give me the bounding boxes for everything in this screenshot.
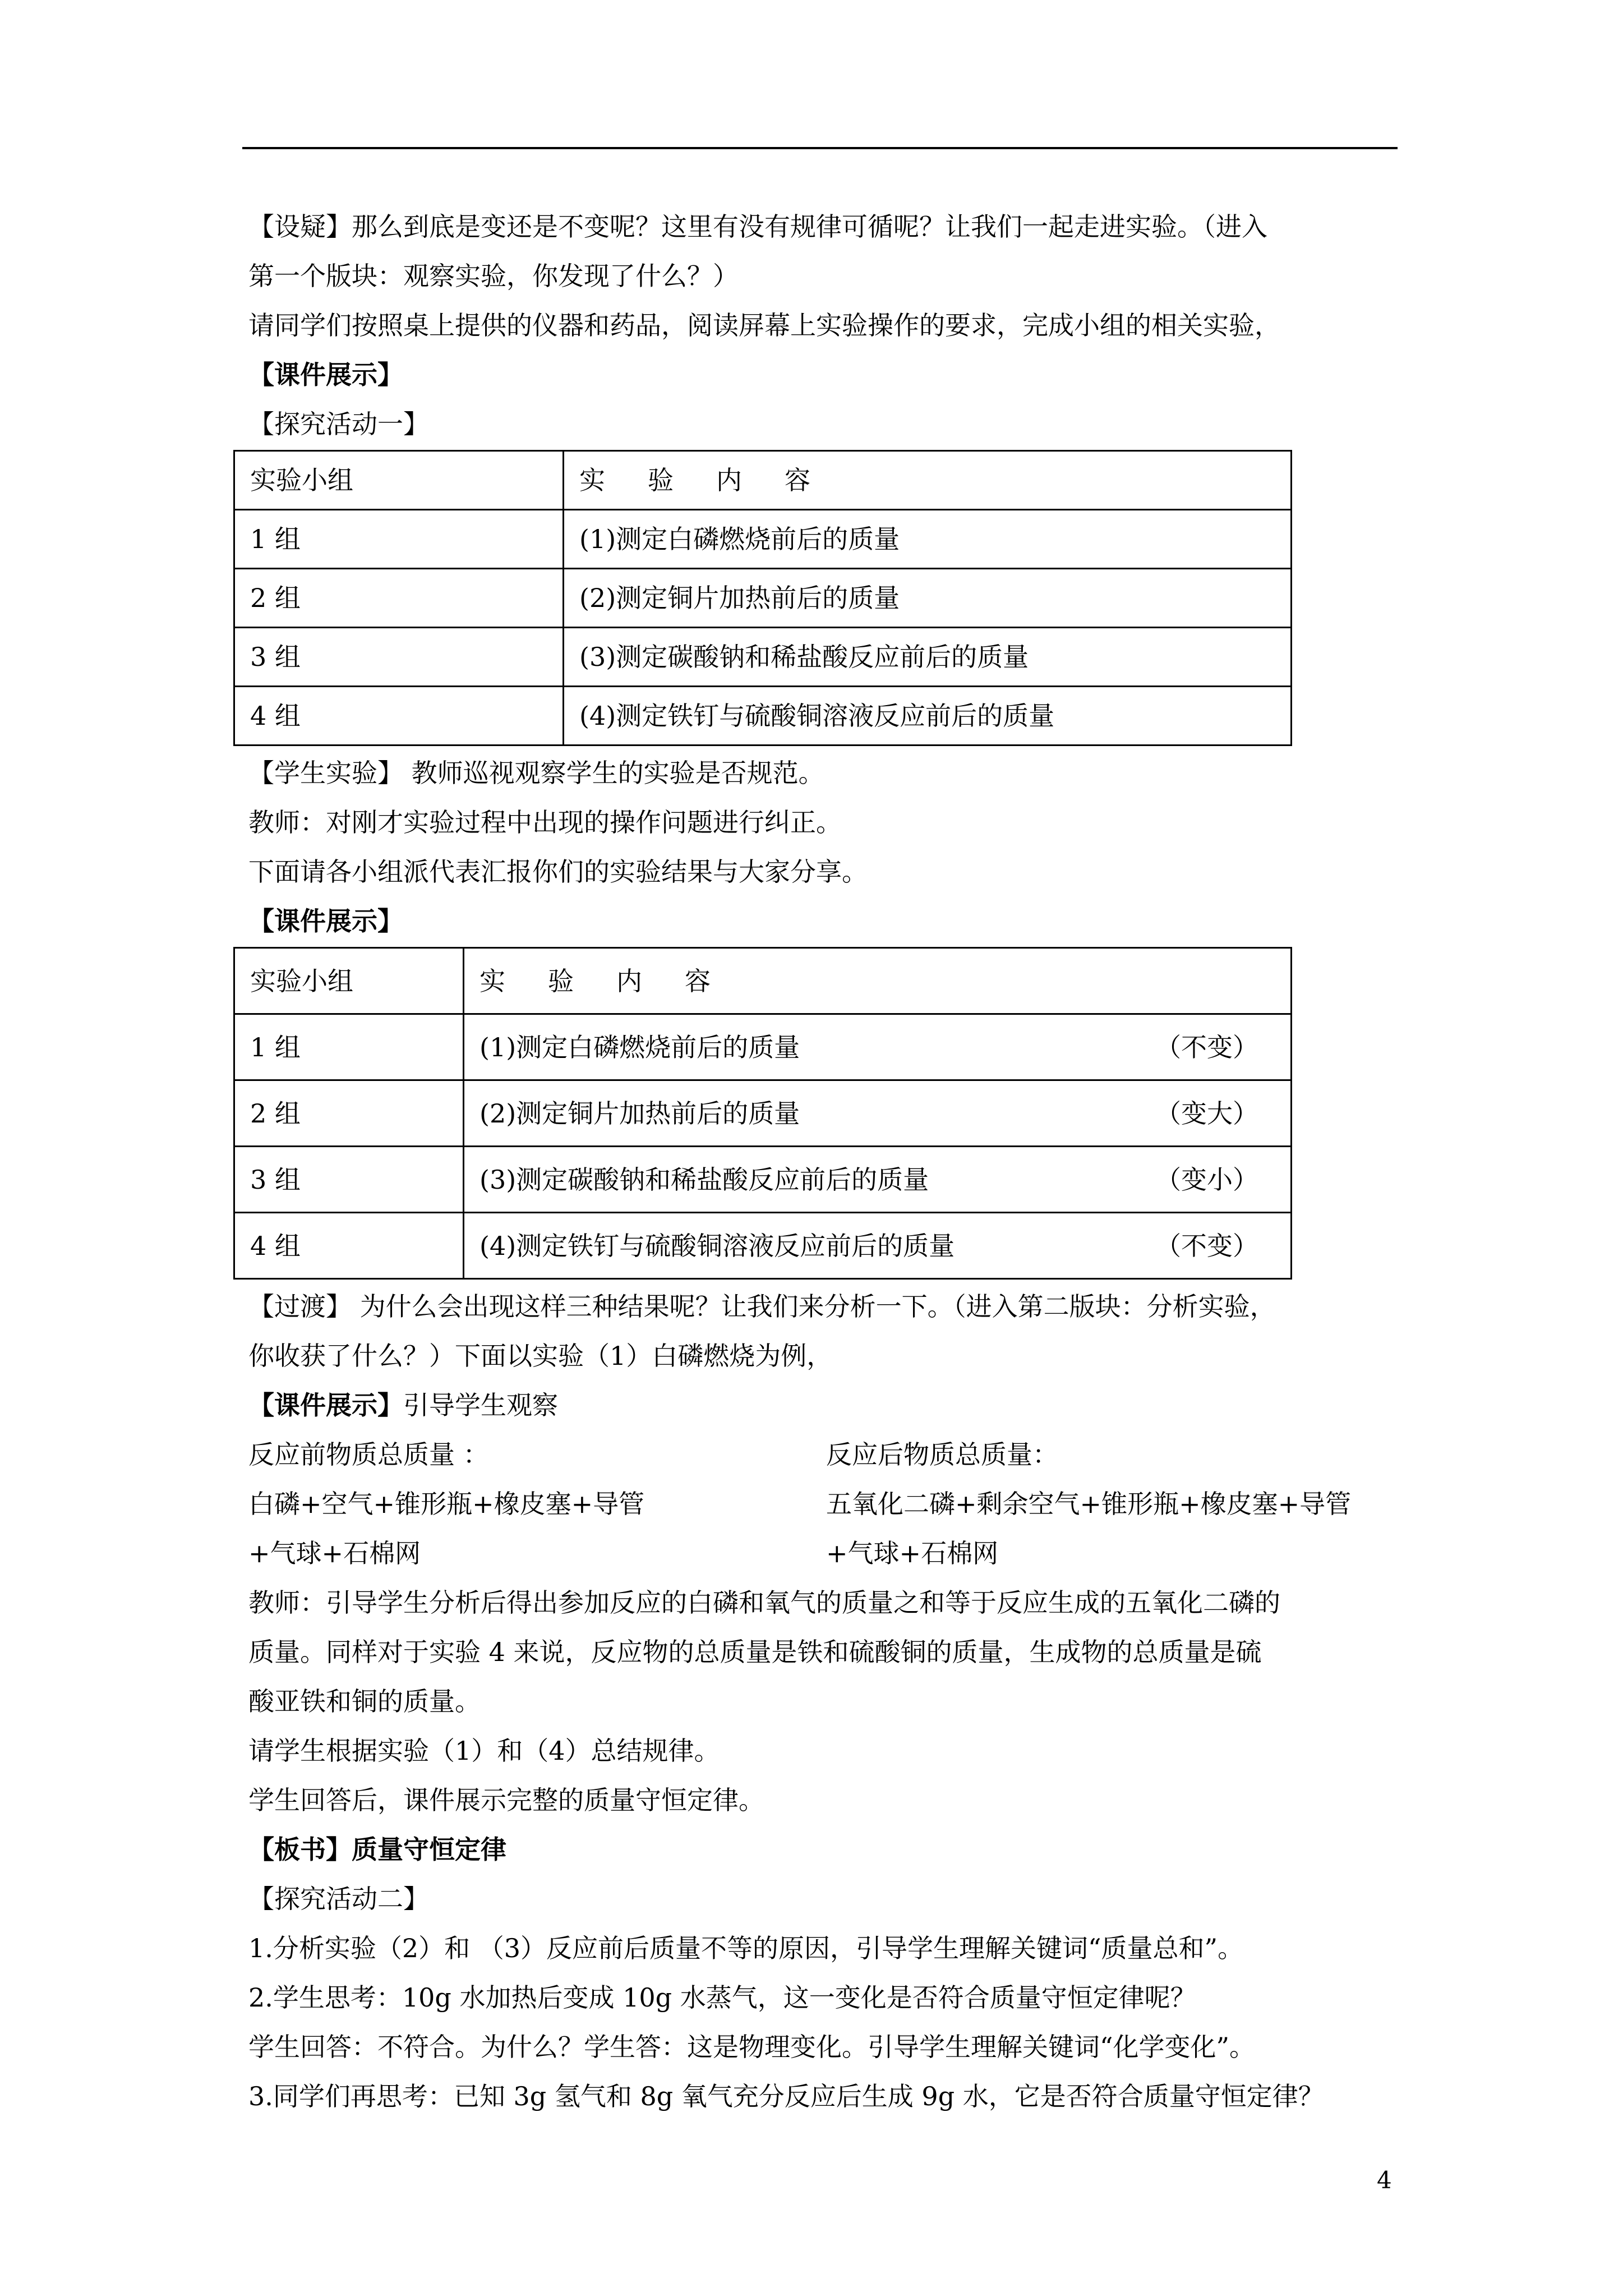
after-reaction-column xyxy=(826,1430,1404,1578)
paragraph: 学生回答：不符合。为什么？学生答：这是物理变化。引导学生理解关键词“化学变化”。 xyxy=(248,2032,1256,2062)
experiment-table-1 xyxy=(233,450,1292,746)
table-cell-group: 3 组 xyxy=(234,1147,464,1213)
column-title: 反应前物质总质量 ： xyxy=(248,1439,489,1470)
result-label: （不变） xyxy=(1155,1230,1258,1261)
document-body xyxy=(248,202,1404,2121)
paragraph: 3.同学们再思考：已知 3g 氢气和 8g 氧气充分反应后生成 9g 水，它是否符合质量守恒定律？ xyxy=(248,2081,1324,2111)
table-cell-content xyxy=(464,1213,1292,1279)
table-cell-group: 2 组 xyxy=(234,569,564,628)
table-row xyxy=(234,628,1292,687)
section-heading: 【探究活动一】 xyxy=(248,409,429,439)
table-cell-content: (4)测定铁钉与硫酸铜溶液反应前后的质量 xyxy=(564,687,1292,746)
table-cell-group: 2 组 xyxy=(234,1080,464,1147)
paragraph: 你收获了什么？）下面以实验（1）白磷燃烧为例， xyxy=(248,1341,833,1371)
page-number: 4 xyxy=(1377,2166,1392,2194)
paragraph: 教师：对刚才实验过程中出现的操作问题进行纠正。 xyxy=(248,807,842,838)
paragraph: 1.分析实验（2）和 （3）反应前后质量不等的原因，引导学生理解关键词“质量总和”。 xyxy=(248,1933,1244,1963)
paragraph: 【学生实验】 教师巡视观察学生的实验是否规范。 xyxy=(248,758,824,788)
table-cell-group: 1 组 xyxy=(234,1014,464,1080)
column-line: 五氧化二磷+剩余空气+锥形瓶+橡皮塞+导管 xyxy=(826,1489,1352,1519)
section-heading: 【课件展示】 xyxy=(248,906,403,936)
paragraph: 酸亚铁和铜的质量。 xyxy=(248,1686,481,1717)
table-row xyxy=(234,1147,1292,1213)
experiment-description: (1)测定白磷燃烧前后的质量 xyxy=(479,1032,800,1062)
column-line: 白磷+空气+锥形瓶+橡皮塞+导管 xyxy=(248,1489,645,1519)
paragraph: 教师：引导学生分析后得出参加反应的白磷和氧气的质量之和等于反应生成的五氧化二磷的 xyxy=(248,1588,1280,1618)
table-cell-group: 4 组 xyxy=(234,1213,464,1279)
experiment-description: (2)测定铜片加热前后的质量 xyxy=(479,1098,800,1129)
inline-text: 引导学生观察 xyxy=(403,1390,558,1420)
table-row xyxy=(234,510,1292,569)
paragraph: 下面请各小组派代表汇报你们的实验结果与大家分享。 xyxy=(248,857,868,887)
paragraph: 第一个版块：观察实验，你发现了什么？） xyxy=(248,261,739,291)
paragraph xyxy=(248,1381,1404,1430)
table-header-row xyxy=(234,948,1292,1014)
table-row xyxy=(234,687,1292,746)
experiment-description: (3)测定碳酸钠和稀盐酸反应前后的质量 xyxy=(479,1164,929,1195)
table-row xyxy=(234,1213,1292,1279)
result-label: （变小） xyxy=(1155,1164,1258,1195)
before-reaction-column xyxy=(248,1430,826,1578)
table-cell-content: (2)测定铜片加热前后的质量 xyxy=(564,569,1292,628)
table-cell-group: 3 组 xyxy=(234,628,564,687)
section-heading: 【课件展示】 xyxy=(248,1390,403,1420)
table-header-cell: 实验小组 xyxy=(234,451,564,510)
column-line: +气球+石棉网 xyxy=(248,1538,421,1568)
mass-comparison xyxy=(248,1430,1404,1578)
table-cell-content xyxy=(464,1014,1292,1080)
paragraph: 【过渡】 为什么会出现这样三种结果呢？让我们来分析一下。（进入第二版块：分析实验， xyxy=(248,1291,1276,1322)
paragraph: 学生回答后，课件展示完整的质量守恒定律。 xyxy=(248,1785,764,1815)
table-row xyxy=(234,1080,1292,1147)
column-title: 反应后物质总质量： xyxy=(826,1439,1058,1470)
table-header-cell: 实验内容 xyxy=(464,948,1292,1014)
column-line: +气球+石棉网 xyxy=(826,1538,999,1568)
table-cell-content: (1)测定白磷燃烧前后的质量 xyxy=(564,510,1292,569)
table-cell-content: (3)测定碳酸钠和稀盐酸反应前后的质量 xyxy=(564,628,1292,687)
section-heading: 【课件展示】 xyxy=(248,360,403,390)
table-header-cell: 实验小组 xyxy=(234,948,464,1014)
paragraph: 【设疑】那么到底是变还是不变呢？这里有没有规律可循呢？让我们一起走进实验。（进入 xyxy=(248,211,1267,242)
table-cell-group: 4 组 xyxy=(234,687,564,746)
table-header-row xyxy=(234,451,1292,510)
experiment-description: (4)测定铁钉与硫酸铜溶液反应前后的质量 xyxy=(479,1230,955,1261)
section-heading: 【探究活动二】 xyxy=(248,1884,429,1914)
result-label: （不变） xyxy=(1155,1032,1258,1062)
table-header-cell: 实验内容 xyxy=(564,451,1292,510)
section-heading: 【板书】质量守恒定律 xyxy=(248,1834,506,1865)
table-cell-content xyxy=(464,1147,1292,1213)
result-label: （变大） xyxy=(1155,1098,1258,1129)
experiment-table-2 xyxy=(233,947,1292,1280)
table-cell-content xyxy=(464,1080,1292,1147)
header-rule xyxy=(242,147,1398,149)
paragraph: 请学生根据实验（1）和（4）总结规律。 xyxy=(248,1736,720,1766)
paragraph: 2.学生思考：10g 水加热后变成 10g 水蒸气，这一变化是否符合质量守恒定律呢？ xyxy=(248,1982,1196,2013)
table-row xyxy=(234,1014,1292,1080)
paragraph: 请同学们按照桌上提供的仪器和药品，阅读屏幕上实验操作的要求，完成小组的相关实验， xyxy=(248,310,1280,341)
table-row xyxy=(234,569,1292,628)
table-cell-group: 1 组 xyxy=(234,510,564,569)
paragraph: 质量。同样对于实验 4 来说，反应物的总质量是铁和硫酸铜的质量，生成物的总质量是硫 xyxy=(248,1637,1262,1667)
